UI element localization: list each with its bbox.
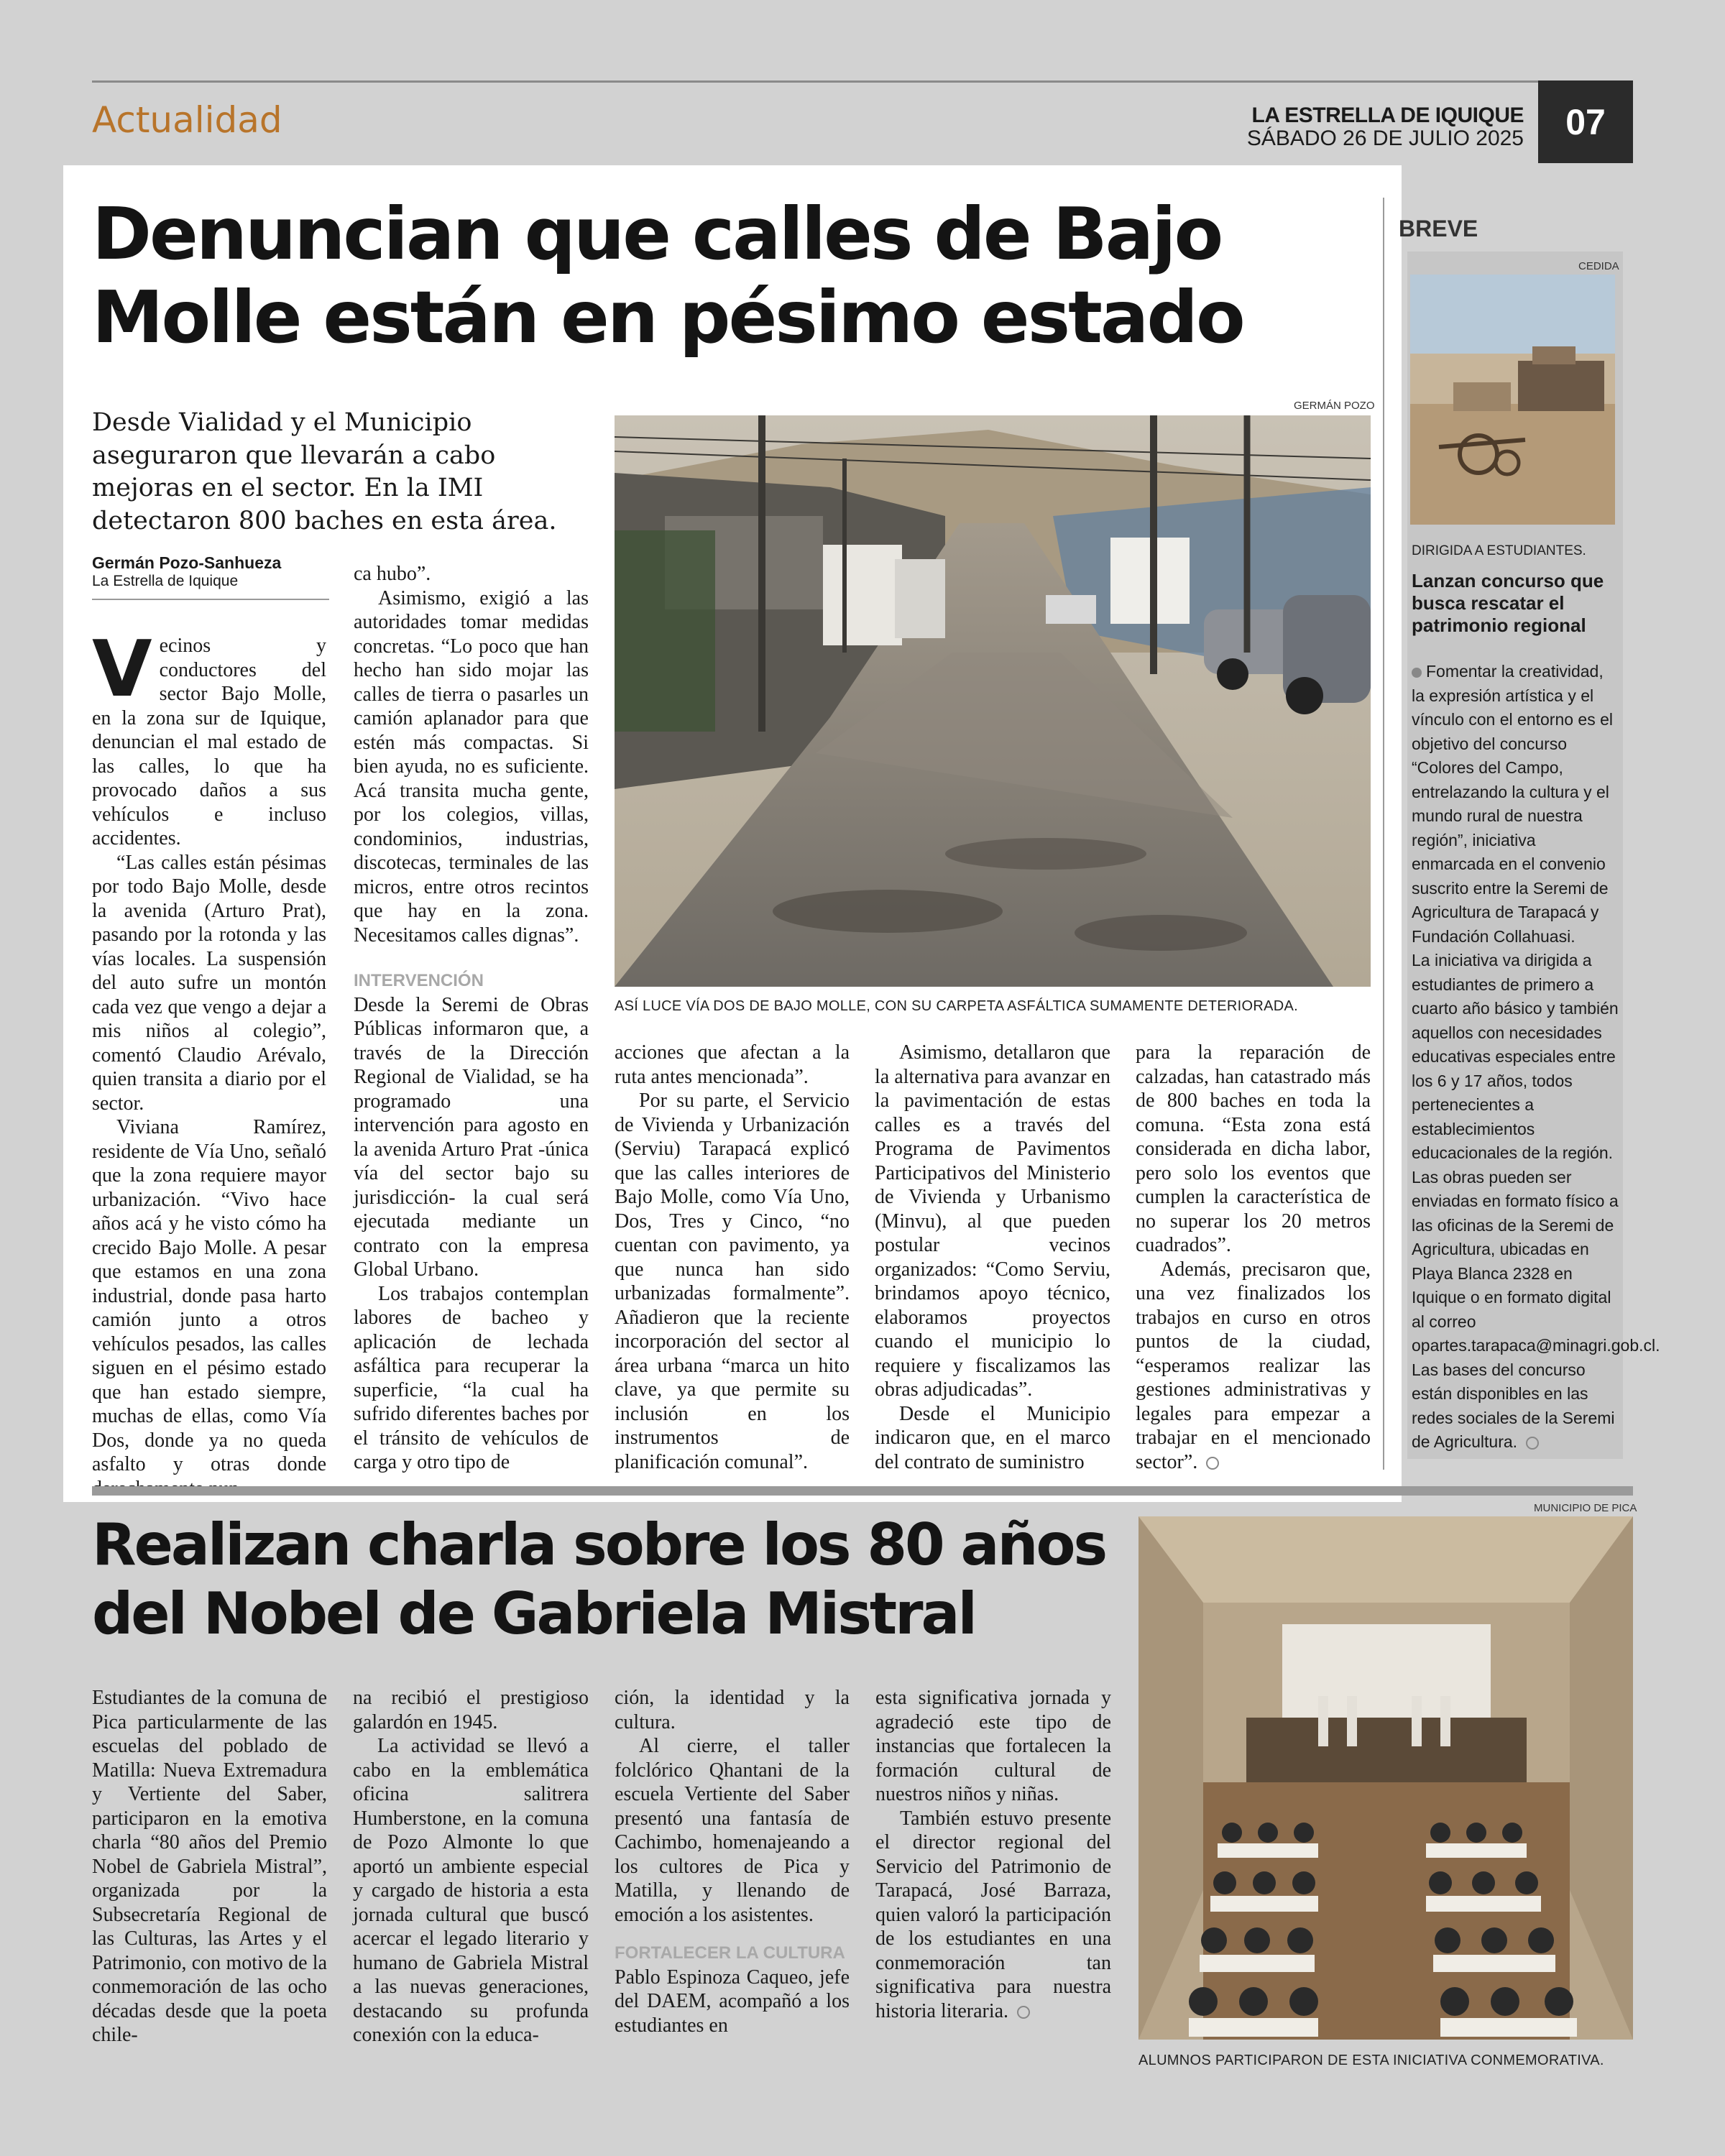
- article2-paragraph: Estudiantes de la comuna de Pica particularmente de las escuelas del poblado de Matilla: Nueva Extremadura y Vertiente del Saber, participaron en la emotiva charla “80 años del Premio Nobel de Gabriela Mistral”, organizada por la Subsecretaría Regional de las Culturas, las Artes y el Patrimonio, con motivo de la conmemoración de las ocho décadas desde que la poeta chile-: [92, 1687, 327, 2046]
- hall-photo: [1138, 1516, 1633, 2040]
- article1-column-5: [1136, 1041, 1371, 1475]
- article1-column-4: [875, 1041, 1110, 1475]
- section-separator: [92, 1486, 1633, 1496]
- article2-paragraph: na recibió el prestigioso galardón en 1945.: [353, 1687, 589, 1733]
- article1-column-1: [92, 625, 326, 1475]
- hall-photo-credit: MUNICIPIO DE PICA: [1534, 1502, 1637, 1514]
- article1-paragraph: Además, precisaron que, una vez finalizados los trabajos en curso en otros puntos de la ciudad, “esperamos realizar las gestiones administrativas y legales para empezar a trabajar en el mencionado sector”.: [1136, 1258, 1371, 1473]
- article-deck: Desde Vialidad y el Municipio aseguraron que llevarán a cabo mejoras en el sector. En la IMI detectaron 800 baches en esta área.: [92, 408, 557, 535]
- article2-column-1: [92, 1686, 327, 2074]
- article2-column-4: [875, 1686, 1111, 2074]
- article1-paragraph: Desde la Seremi de Obras Públicas informaron que, a través de la Dirección Regional de Vialidad, se ha programado una intervención para agosto en la avenida Arturo Prat -única vía del sector bajo su jurisdicción- la cual será ejecutada mediante un contrato con la empresa Global Urbano.: [354, 993, 589, 1281]
- article1-column-2: [354, 562, 589, 1475]
- hall-photo-caption: ALUMNOS PARTICIPARON DE ESTA INICIATIVA CONMEMORATIVA.: [1138, 2053, 1604, 2068]
- breve-body: [1412, 660, 1660, 1455]
- article1-paragraph: Viviana Ramírez, residente de Vía Uno, señaló que la zona requiere mayor urbanización. “Vivo hace años acá y he visto cómo ha crecido Bajo Molle. A pesar que estamos en una zona industrial, donde pasa harto camión junto a otros vehículos pesados, las calles siguen en el pésimo estado que han estado siempre, muchas de ellas, como Vía Dos, donde ya no queda asfalto y otras donde: [92, 1116, 326, 1475]
- bullet-dot-icon: [1412, 668, 1422, 678]
- breve-title: Lanzan concurso que busca rescatar el patrimonio regional: [1412, 570, 1604, 636]
- end-mark-icon: [1526, 1437, 1539, 1450]
- article1-column-3: [615, 1041, 850, 1475]
- article2-column-3: [615, 1686, 850, 2074]
- article2-headline: Realizan charla sobre los 80 años del Nobel de Gabriela Mistral: [92, 1511, 1106, 1647]
- end-mark-icon: [1206, 1457, 1219, 1470]
- article1-paragraph: Asimismo, exigió a las autoridades tomar medidas concretas. “Lo poco que han hecho han sido mojar las calles de tierra o pasarles un camión aplanador para que estén más compactas. Si bien ayuda, no es suficiente. Acá transita mucha gente, por los colegios, villas, condominios, industrias, discotecas, terminales de las micros, entre otros recintos que hay en la zona. Necesitamos calles dignas”.: [354, 586, 589, 946]
- page-number: 07: [1538, 80, 1633, 163]
- breve-photo-illustration: [1410, 275, 1615, 525]
- article-headline: Denuncian que calles de Bajo Molle están en pésimo estado: [92, 192, 1243, 359]
- road-photo-caption: ASÍ LUCE VÍA DOS DE BAJO MOLLE, CON SU CARPETA ASFÁLTICA SUMAMENTE DETERIORADA.: [615, 998, 1298, 1014]
- article1-paragraph: acciones que afectan a la ruta antes mencionada”.: [615, 1041, 850, 1088]
- article1-subhead: INTERVENCIÓN: [354, 971, 484, 990]
- breve-photo: [1410, 275, 1615, 525]
- article2-paragraph: Al cierre, el taller folclórico Qhantani de la escuela Vertiente del Saber presentó una fantasía de Cachimbo, homenajeando a los cultores de Pica y Matilla, y llenando de emoción a los asistentes.: [615, 1735, 850, 1926]
- road-photo-illustration: [615, 415, 1371, 987]
- paper-name: LA ESTRELLA DE IQUIQUE: [1251, 103, 1524, 127]
- breve-kicker: DIRIGIDA A ESTUDIANTES.: [1412, 543, 1586, 558]
- drop-cap: V: [92, 625, 152, 714]
- issue-date: SÁBADO 26 DE JULIO 2025: [1246, 126, 1524, 150]
- article2-paragraph: esta significativa jornada y agradeció este tipo de instancias que fortalecen la formación cultural de nuestros niños y niñas.: [875, 1687, 1111, 1805]
- road-photo: [615, 415, 1371, 987]
- article1-paragraph: “Las calles están pésimas por todo Bajo Molle, desde la avenida (Arturo Prat), pasando por la rotonda y las vías locales. La suspensión del auto sufre un montón cada vez que vengo a dejar a mis niños al colegio”, comentó Claudio Arévalo, quien transita a diario por el sector.: [92, 851, 326, 1115]
- byline-name: Germán Pozo-Sanhueza: [92, 553, 282, 572]
- article1-paragraph: Desde el Municipio indicaron que, en el marco del contrato de suministro: [875, 1402, 1110, 1473]
- breve-label: BREVE: [1399, 216, 1478, 241]
- road-photo-credit: GERMÁN POZO: [1294, 400, 1375, 412]
- byline-org: La Estrella de Iquique: [92, 573, 239, 589]
- article1-paragraph: ca hubo”.: [354, 563, 431, 585]
- end-mark-icon: [1017, 2006, 1030, 2019]
- breve-photo-credit: CEDIDA: [1578, 260, 1619, 272]
- breve-paragraph: La iniciativa va dirigida a estudiantes de primero a cuarto año básico y también aquellos con necesidades educativas especiales entre los 6 y 17 años, todos pertenecientes a establecimientos educacionales de la región. Las obras pueden ser enviadas en formato físico a las oficinas de la Seremi de Agricultura, ubicadas en Playa Blanca 2328 en Iquique o en formato digital al correo opartes.tarapaca@minagri.gob.cl. Las bases del concurso están disponibles en las redes sociales de la Seremi de Agricultura.: [1412, 951, 1660, 1451]
- article2-paragraph: También estuvo presente el director regional del Servicio del Patrimonio de Tarapacá, José Barraza, quien valoró la participación de los estudiantes en una conmemoración tan significativa para nuestra historia literaria.: [875, 1807, 1111, 2022]
- article1-paragraph: Asimismo, detallaron que la alternativa para avanzar en la pavimentación de estas calles es a través del Programa de Pavimentos Participativos del Ministerio de Vivienda y Urbanismo (Minvu), al que pueden postular vecinos organizados: “Como Serviu, brindamos apoyo técnico, elaboramos proyectos cuando el municipio lo requiere y fiscalizamos las obras adjudicadas”.: [875, 1041, 1111, 1401]
- article2-subhead: FORTALECER LA CULTURA: [615, 1943, 845, 1963]
- hall-photo-illustration: [1138, 1516, 1633, 2040]
- masthead: [1247, 105, 1524, 149]
- article2-paragraph: La actividad se llevó a cabo en la emblemática oficina salitrera Humberstone, en la comuna de Pozo Almonte lo que aportó un ambiente especial y cargado de historia a esta jornada cultural que buscó acercar el legado literario y humano de Gabriela Mistral a las nuevas generaciones, destacando su profunda conexión con la educa-: [353, 1735, 589, 2046]
- breve-paragraph: Fomentar la creatividad, la expresión artística y el vínculo con el entorno es el objetivo del concurso “Colores del Campo, entrelazando la cultura y el mundo rural de nuestra región”, iniciativa enmarcada en el convenio suscrito entre la Seremi de Agricultura de Tarapacá y Fundación Collahuasi.: [1412, 662, 1614, 946]
- article2-paragraph: ción, la identidad y la cultura.: [615, 1687, 850, 1733]
- article2-column-2: [353, 1686, 589, 2074]
- byline: [92, 553, 329, 600]
- article2-paragraph: Pablo Espinoza Caqueo, jefe del DAEM, acompañó a los estudiantes en: [615, 1966, 850, 2037]
- article1-paragraph: ecinos y conductores del sector Bajo Molle, en la zona sur de Iquique, denuncian el mal estado de las calles, lo que ha provocado daños a sus vehículos e incluso accidentes.: [92, 635, 326, 849]
- page-top-rule: [92, 80, 1633, 83]
- section-name: Actualidad: [92, 99, 282, 141]
- article1-paragraph: Por su parte, el Servicio de Vivienda y Urbanización (Serviu) Tarapacá explicó que las calles interiores de Bajo Molle, como Vía Uno, Dos, Tres y Cinco, “no cuentan con pavimento, ya que nunca han sido urbanizadas formalmente”. Añadieron que la reciente incorporación del sector al área urbana “marca un hito clave, ya que permite su inclusión en los instrumentos de planificación comunal”.: [615, 1089, 850, 1473]
- sidebar-divider: [1383, 198, 1384, 1470]
- article1-paragraph: para la reparación de calzadas, han catastrado más de 800 baches en toda la comuna. “Esta zona está considerada en dicha labor, pero solo los eventos que cumplen la característica de no superar los 20 metros cuadrados”.: [1136, 1041, 1371, 1256]
- article1-paragraph: Los trabajos contemplan labores de bacheo y aplicación de lechada asfáltica para recuperar la superficie, “la cual ha sufrido diferentes baches por el tránsito de vehículos de carga y otro tipo de: [354, 1282, 589, 1473]
